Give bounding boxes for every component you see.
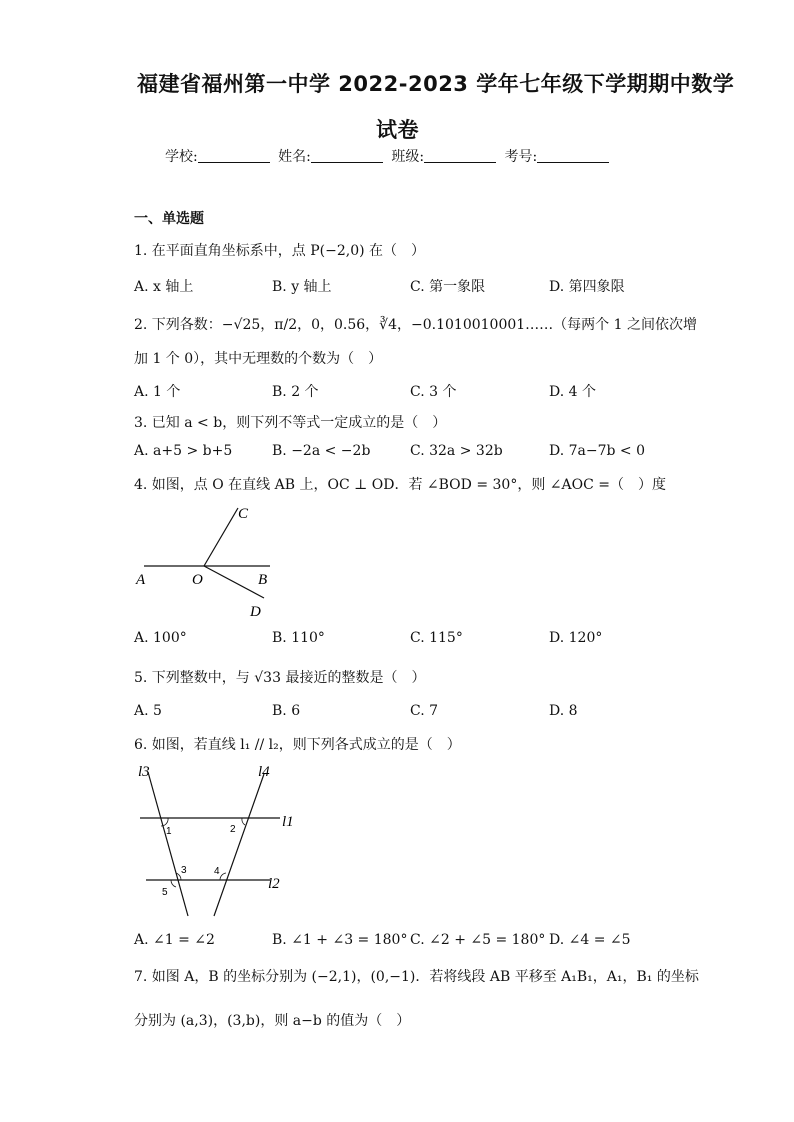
header-fields xyxy=(165,146,613,166)
label-l2: l2 xyxy=(268,876,280,892)
q6-figure xyxy=(130,760,305,920)
angle-5-label: 5 xyxy=(162,887,168,898)
angle-2-arc xyxy=(242,818,245,825)
q1-option-d[interactable]: D. 第四象限 xyxy=(549,279,625,295)
angle-4-label: 4 xyxy=(214,866,220,877)
label-b: B xyxy=(258,572,268,588)
q2-option-c[interactable]: C. 3 个 xyxy=(410,384,457,400)
q5-stem: 5. 下列整数中，与 √33 最接近的整数是（ ） xyxy=(134,670,426,686)
q4-stem: 4. 如图，点 O 在直线 AB 上，OC ⊥ OD．若 ∠BOD = 30°，则 ∠AOC =（ ）度 xyxy=(134,477,666,493)
q5-option-c[interactable]: C. 7 xyxy=(410,703,439,719)
label-d: D xyxy=(250,604,261,620)
section-heading: 一、单选题 xyxy=(134,211,204,227)
name-blank[interactable] xyxy=(311,148,383,163)
q4-option-b[interactable]: B. 110° xyxy=(272,630,325,646)
title-line-1: 福建省福州第一中学 2022-2023 学年七年级下学期期中数学 xyxy=(137,72,735,96)
label-o: O xyxy=(192,572,203,588)
q1-option-c[interactable]: C. 第一象限 xyxy=(410,279,486,295)
q1-stem: 1. 在平面直角坐标系中，点 P(−2,0) 在（ ） xyxy=(134,243,426,259)
q2-option-b[interactable]: B. 2 个 xyxy=(272,384,319,400)
angle-1-label: 1 xyxy=(166,826,172,837)
school-blank[interactable] xyxy=(198,148,270,163)
q6-option-a[interactable]: A. ∠1 = ∠2 xyxy=(134,932,215,948)
q6-option-d[interactable]: D. ∠4 = ∠5 xyxy=(549,932,631,948)
class-blank[interactable] xyxy=(424,148,496,163)
q7-stem: 7. 如图 A，B 的坐标分别为 (−2,1)，(0,−1)．若将线段 AB 平移至 A₁B₁，A₁，B₁ 的坐标 xyxy=(134,969,699,985)
q4-figure xyxy=(130,500,290,625)
q3-option-a[interactable]: A. a+5 > b+5 xyxy=(134,443,233,459)
q2-stem: 2. 下列各数：−√25，π/2，0，0.56，∛4，−0.1010010001……（每两个 1 之间依次增 xyxy=(134,317,697,333)
q4-option-d[interactable]: D. 120° xyxy=(549,630,603,646)
q3-option-b[interactable]: B. −2a < −2b xyxy=(272,443,371,459)
q5-option-d[interactable]: D. 8 xyxy=(549,703,578,719)
label-l3: l3 xyxy=(138,764,150,780)
exam-number-blank[interactable] xyxy=(537,148,609,163)
label-c: C xyxy=(238,506,249,522)
label-l1: l1 xyxy=(282,814,294,830)
q1-option-a[interactable]: A. x 轴上 xyxy=(134,279,194,295)
q6-stem: 6. 如图，若直线 l₁ // l₂，则下列各式成立的是（ ） xyxy=(134,737,461,753)
angle-2-label: 2 xyxy=(230,824,236,835)
q5-option-b[interactable]: B. 6 xyxy=(272,703,301,719)
q2-stem-continued: 加 1 个 0），其中无理数的个数为（ ） xyxy=(134,351,383,367)
q4-option-c[interactable]: C. 115° xyxy=(410,630,463,646)
q3-stem: 3. 已知 a < b，则下列不等式一定成立的是（ ） xyxy=(134,415,447,431)
angle-5-arc xyxy=(171,880,176,887)
school-label: 学校: xyxy=(165,149,198,165)
line-l4 xyxy=(214,774,264,916)
q6-option-b[interactable]: B. ∠1 + ∠3 = 180° xyxy=(272,932,408,948)
exam-number-label: 考号: xyxy=(504,149,538,165)
ray-oc xyxy=(204,508,238,566)
q6-option-c[interactable]: C. ∠2 + ∠5 = 180° xyxy=(410,932,546,948)
q2-option-a[interactable]: A. 1 个 xyxy=(134,384,181,400)
ray-od xyxy=(204,566,264,598)
line-l3 xyxy=(148,772,188,916)
class-label: 班级: xyxy=(391,149,425,165)
q5-option-a[interactable]: A. 5 xyxy=(134,703,162,719)
label-l4: l4 xyxy=(258,764,270,780)
angle-4-arc xyxy=(220,873,226,880)
q4-option-a[interactable]: A. 100° xyxy=(134,630,187,646)
q3-option-d[interactable]: D. 7a−7b < 0 xyxy=(549,443,646,459)
q2-option-d[interactable]: D. 4 个 xyxy=(549,384,596,400)
name-label: 姓名: xyxy=(278,149,311,165)
q1-option-b[interactable]: B. y 轴上 xyxy=(272,279,332,295)
q7-stem-continued: 分别为 (a,3)，(3,b)，则 a−b 的值为（ ） xyxy=(134,1013,411,1029)
q3-option-c[interactable]: C. 32a > 32b xyxy=(410,443,503,459)
angle-3-label: 3 xyxy=(181,865,187,876)
title-line-2: 试卷 xyxy=(376,118,419,142)
label-a: A xyxy=(136,572,146,588)
